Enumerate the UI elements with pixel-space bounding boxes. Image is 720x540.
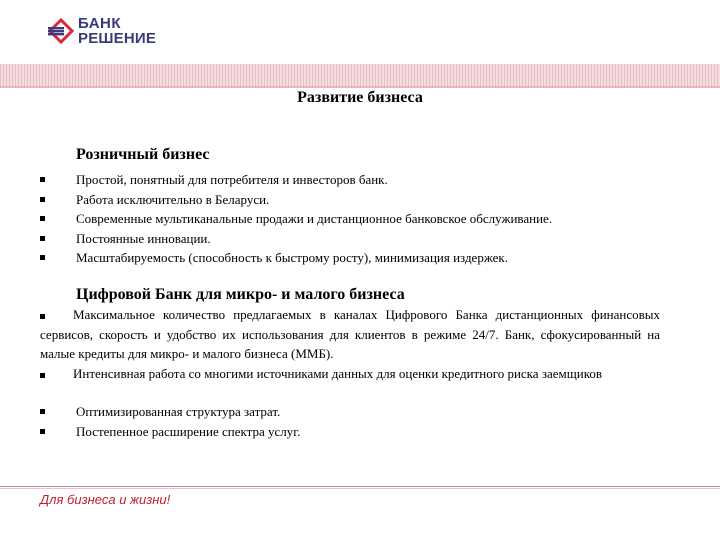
list-item bbox=[40, 422, 300, 442]
digital-item-text: Оптимизированная структура затрат. bbox=[76, 404, 281, 419]
bullet-square-icon bbox=[40, 197, 45, 202]
retail-item-text: Масштабируемость (способность к быстрому росту), минимизация издержек. bbox=[76, 250, 508, 265]
list-item bbox=[40, 209, 552, 229]
bank-logo bbox=[48, 14, 168, 48]
retail-list bbox=[40, 170, 552, 268]
retail-heading: Розничный бизнес bbox=[76, 146, 210, 163]
bank-logo-line1: БАНК bbox=[78, 15, 122, 32]
digital-list bbox=[40, 402, 300, 441]
bullet-square-icon bbox=[40, 314, 45, 319]
digital-paragraph-2-text: Интенсивная работа со многими источниками данных для оценки кредитного риска заемщиков bbox=[73, 366, 602, 381]
bullet-square-icon bbox=[40, 373, 45, 378]
digital-heading: Цифровой Банк для микро- и малого бизнеса bbox=[76, 286, 405, 303]
list-item bbox=[40, 170, 552, 190]
header-band bbox=[0, 64, 720, 86]
digital-item-text: Постепенное расширение спектра услуг. bbox=[76, 423, 301, 439]
footer-slogan: Для бизнеса и жизни! bbox=[40, 492, 171, 507]
retail-item-text: Работа исключительно в Беларуси. bbox=[76, 191, 270, 207]
bullet-square-icon bbox=[40, 177, 45, 182]
list-item bbox=[40, 402, 300, 422]
digital-paragraph-2 bbox=[40, 364, 660, 384]
digital-paragraph-1 bbox=[40, 305, 660, 364]
list-item bbox=[40, 190, 552, 210]
retail-item-text: Постоянные инновации. bbox=[76, 230, 211, 246]
list-item bbox=[40, 229, 552, 249]
digital-paragraph-1-text: Максимальное количество предлагаемых в каналах Цифрового Банка дистанционных финансовых сервисов, скорость и удобство их использования для клиентов в режиме 24/7. Банк, сфокусированный на малые кредиты для микро- и малого бизнеса (ММБ). bbox=[40, 307, 660, 361]
bank-logo-text bbox=[78, 16, 156, 46]
bullet-square-icon bbox=[40, 236, 45, 241]
bullet-square-icon bbox=[40, 429, 45, 434]
bank-logo-icon bbox=[48, 18, 74, 44]
bullet-square-icon bbox=[40, 216, 45, 221]
retail-item-text: Современные мультиканальные продажи и дистанционное банковское обслуживание. bbox=[76, 211, 553, 226]
footer-divider bbox=[0, 486, 720, 487]
bullet-square-icon bbox=[40, 255, 45, 260]
footer-divider-light bbox=[0, 488, 720, 489]
bullet-square-icon bbox=[40, 409, 45, 414]
bank-logo-line2: РЕШЕНИЕ bbox=[78, 30, 157, 47]
slide-title: Развитие бизнеса bbox=[297, 89, 423, 106]
list-item bbox=[40, 248, 552, 268]
header-band-edge bbox=[0, 86, 720, 88]
retail-item-text: Простой, понятный для потребителя и инвесторов банк. bbox=[76, 172, 388, 187]
